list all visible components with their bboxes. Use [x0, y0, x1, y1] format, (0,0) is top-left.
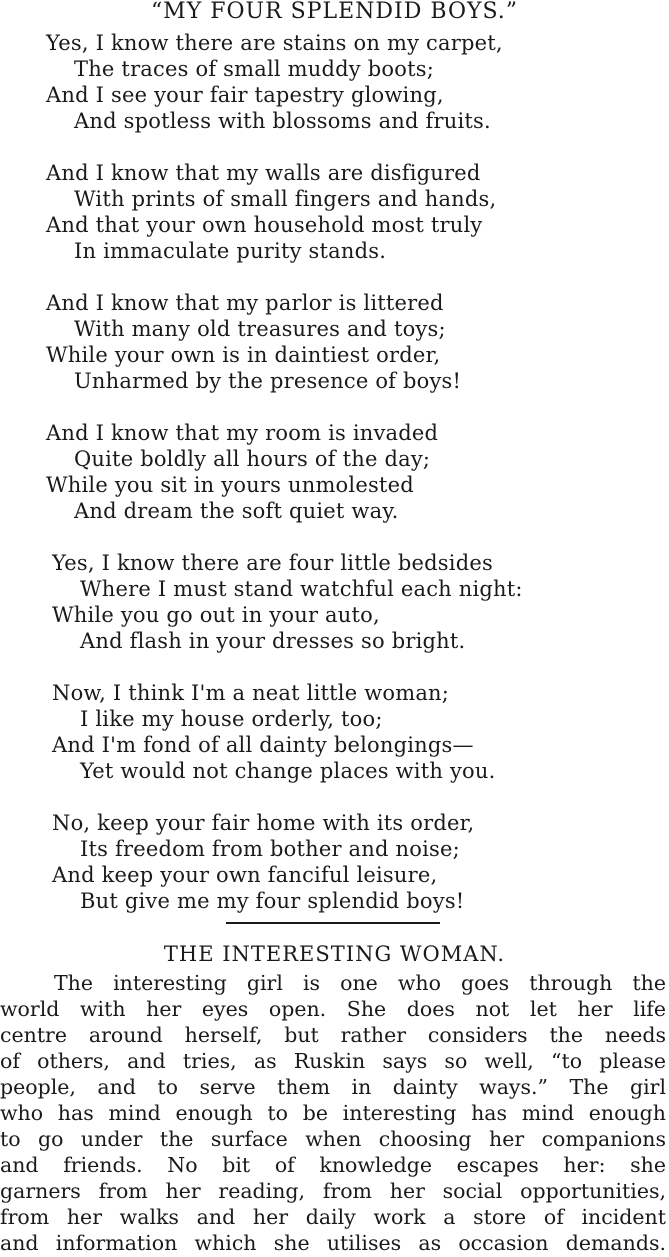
poem-line: With many old treasures and toys;: [74, 317, 446, 341]
poem-line: But give me my four splendid boys!: [80, 889, 465, 913]
poem-line: And I know that my parlor is littered: [46, 291, 444, 315]
article-line: of others, and tries, as Ruskin says so well, “to please: [0, 1049, 666, 1073]
article-body: [0, 970, 669, 1256]
poem-line: Quite boldly all hours of the day;: [74, 447, 431, 471]
poem-line: Its freedom from bother and noise;: [80, 837, 460, 861]
article-line: centre around herself, but rather considers the needs: [0, 1023, 666, 1047]
stanza-4: [0, 420, 669, 524]
poem-line: And flash in your dresses so bright.: [80, 629, 466, 653]
stanza-1: [0, 30, 669, 134]
poem-line: Now, I think I'm a neat little woman;: [52, 681, 450, 705]
poem-line: Yet would not change places with you.: [80, 759, 496, 783]
poem-line: And keep your own fanciful leisure,: [52, 863, 438, 887]
poem-line: I like my house orderly, too;: [80, 707, 383, 731]
article-line: world with her eyes open. She does not let her life: [0, 997, 666, 1021]
poem-line: While you go out in your auto,: [52, 603, 380, 627]
stanza-6: [0, 680, 669, 784]
article-title: THE INTERESTING WOMAN.: [163, 942, 506, 966]
poem-line: The traces of small muddy boots;: [74, 57, 434, 81]
poem-line: While your own is in daintiest order,: [46, 343, 441, 367]
article-line: The interesting girl is one who goes through the: [54, 971, 666, 995]
poem-line: Yes, I know there are four little bedsides: [52, 551, 493, 575]
poem-line: And I see your fair tapestry glowing,: [46, 83, 444, 107]
article-line: to go under the surface when choosing her companions: [0, 1127, 666, 1151]
article-line: who has mind enough to be interesting has mind enough: [0, 1101, 666, 1125]
article-line: garners from her reading, from her social opportunities,: [0, 1179, 666, 1203]
poem-line: And dream the soft quiet way.: [74, 499, 399, 523]
poem-line: No, keep your fair home with its order,: [52, 811, 475, 835]
stanza-2: [0, 160, 669, 264]
section-divider: [226, 922, 440, 924]
poem-line: With prints of small fingers and hands,: [74, 187, 497, 211]
stanza-3: [0, 290, 669, 394]
stanza-5: [0, 550, 669, 654]
poem-line: And I know that my walls are disfigured: [46, 161, 481, 185]
article-line: and information which she utilises as occasion demands.: [0, 1231, 666, 1255]
poem-title: “MY FOUR SPLENDID BOYS.”: [150, 0, 519, 24]
article-line: and friends. No bit of knowledge escapes her: she: [0, 1153, 666, 1177]
poem-line: And that your own household most truly: [46, 213, 483, 237]
poem-line: And I know that my room is invaded: [46, 421, 439, 445]
poem-line: Where I must stand watchful each night:: [80, 577, 523, 601]
article-line: people, and to serve them in dainty ways.” The girl: [0, 1075, 666, 1099]
poem-line: While you sit in yours unmolested: [46, 473, 414, 497]
poem-line: And I'm fond of all dainty belongings—: [52, 733, 474, 757]
article-line: from her walks and her daily work a store of incident: [0, 1205, 666, 1229]
poem-line: And spotless with blossoms and fruits.: [74, 109, 491, 133]
poem-line: In immaculate purity stands.: [74, 239, 387, 263]
poem-line: Yes, I know there are stains on my carpet,: [46, 31, 503, 55]
poem-line: Unharmed by the presence of boys!: [74, 369, 462, 393]
stanza-7: [0, 810, 669, 914]
